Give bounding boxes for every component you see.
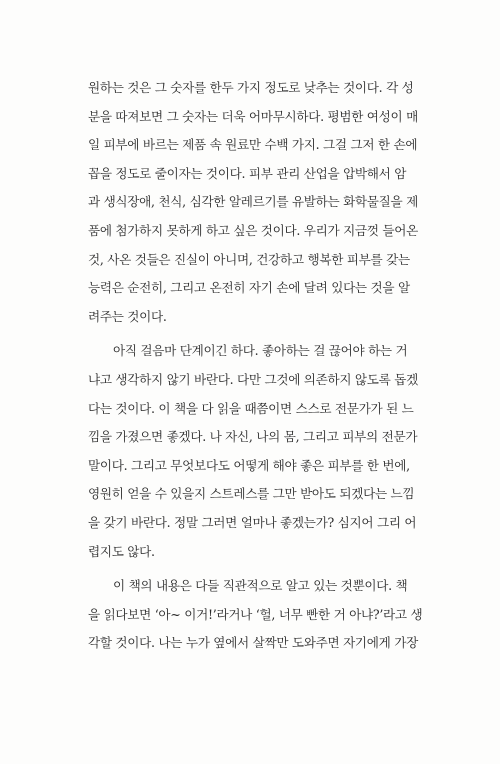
text-line: 원하는 것은 그 숫자를 한두 가지 정도로 낮추는 것이다. 각 성 <box>88 80 414 95</box>
text-line: 과 생식장애, 천식, 심각한 알레르기를 유발하는 화학물질을 제 <box>88 194 418 210</box>
text-line: 낌을 가졌으면 좋겠다. 나 자신, 나의 몸, 그리고 피부의 전문가 <box>88 429 418 445</box>
body-text <box>88 74 426 664</box>
text-line: 이 책의 내용은 다들 직관적으로 알고 있는 것뿐이다. 책 <box>113 578 408 594</box>
text-line: 냐고 생각하지 않기 바란다. 다만 그것에 의존하지 않도록 돕겠 <box>88 371 418 387</box>
text-line: 것, 사온 것들은 진실이 아니며, 건강하고 행복한 피부를 갖는 <box>88 251 410 267</box>
text-line: 영원히 얻을 수 있을지 스트레스를 그만 받아도 되겠다는 느낌 <box>88 486 415 502</box>
text-line: 분을 따져보면 그 숫자는 더욱 어마무시하다. 평범한 여성이 매 <box>88 108 418 124</box>
text-line: 렵지도 않다. <box>88 543 155 559</box>
text-line: 을 갖기 바란다. 정말 그러면 얼마나 좋겠는가? 심지어 그리 어 <box>88 514 417 530</box>
text-line: 말이다. 그리고 무엇보다도 어떻게 해야 좋은 피부를 한 번에, <box>88 457 410 473</box>
text-line: 다는 것이다. 이 책을 다 읽을 때쯤이면 스스로 전문가가 된 느 <box>88 400 414 416</box>
text-line: 을 읽다보면 ‘아~ 이거!’라거나 ‘헐, 너무 빤한 거 아냐?’라고 생 <box>88 606 423 622</box>
text-line: 일 피부에 바르는 제품 속 원료만 수백 가지. 그걸 그저 한 손에 <box>88 137 418 153</box>
paragraph-1 <box>88 74 426 331</box>
text-line: 꼽을 정도로 줄이자는 것이다. 피부 관리 산업을 압박해서 암 <box>88 165 407 181</box>
text-line: 아직 걸음마 단계이긴 하다. 좋아하는 걸 끊어야 하는 거 <box>113 343 408 359</box>
text-line: 려주는 것이다. <box>88 308 167 324</box>
paragraph-3 <box>88 572 426 658</box>
text-line: 품에 첨가하지 못하게 하고 싶은 것이다. 우리가 지금껏 들어온 <box>88 222 418 238</box>
text-line: 능력은 순전히, 그리고 온전히 자기 손에 달려 있다는 것을 알 <box>88 280 410 296</box>
paragraph-2 <box>88 337 426 566</box>
text-line: 각할 것이다. 나는 누가 옆에서 살짝만 도와주면 자기에게 가장 <box>88 635 418 651</box>
